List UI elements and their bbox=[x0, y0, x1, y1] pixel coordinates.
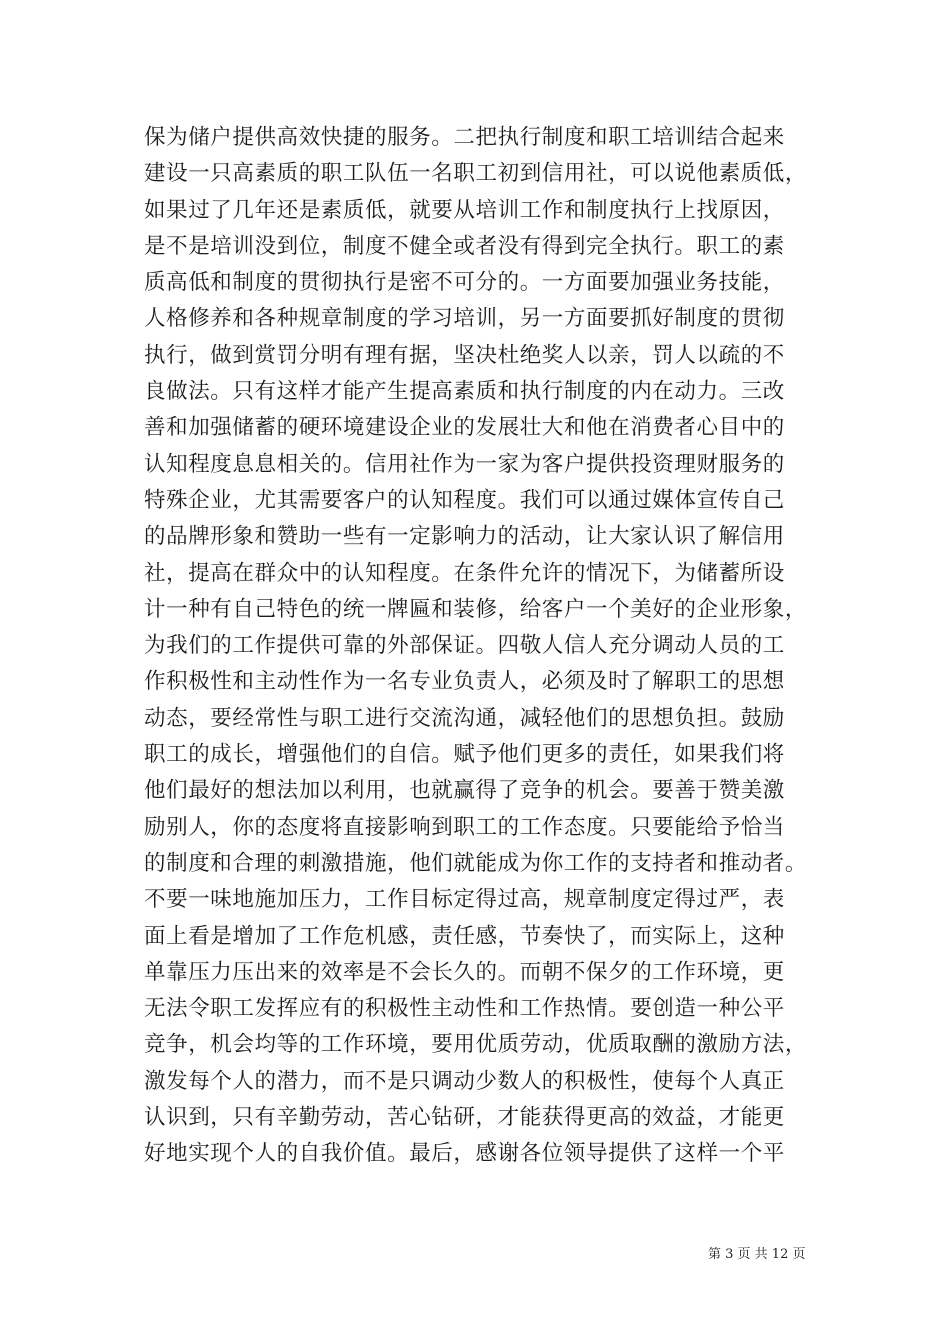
text-line: 无法令职工发挥应有的积极性主动性和工作热情。要创造一种公平 bbox=[144, 996, 785, 1022]
text-line: 人格修养和各种规章制度的学习培训，另一方面要抓好制度的贯彻 bbox=[144, 306, 785, 332]
text-line: 竞争，机会均等的工作环境，要用优质劳动，优质取酬的激励方法， bbox=[144, 1032, 808, 1058]
text-line: 质高低和制度的贯彻执行是密不可分的。一方面要加强业务技能， bbox=[144, 270, 785, 296]
text-line: 建设一只高素质的职工队伍一名职工初到信用社，可以说他素质低， bbox=[144, 161, 808, 187]
text-line: 如果过了几年还是素质低，就要从培训工作和制度执行上找原因， bbox=[144, 197, 785, 223]
text-line: 作积极性和主动性作为一名专业负责人，必须及时了解职工的思想 bbox=[144, 669, 785, 695]
page-footer: 第 3 页 共 12 页 bbox=[708, 1247, 806, 1262]
text-line: 保为储户提供高效快捷的服务。二把执行制度和职工培训结合起来 bbox=[144, 125, 785, 150]
text-line: 为我们的工作提供可靠的外部保证。四敬人信人充分调动人员的工 bbox=[144, 633, 785, 659]
text-line: 认知程度息息相关的。信用社作为一家为客户提供投资理财服务的 bbox=[144, 451, 785, 477]
text-line: 单靠压力压出来的效率是不会长久的。而朝不保夕的工作环境，更 bbox=[144, 959, 785, 985]
text-line: 认识到，只有辛勤劳动，苦心钻研，才能获得更高的效益，才能更 bbox=[144, 1105, 785, 1131]
text-line: 激发每个人的潜力，而不是只调动少数人的积极性，使每个人真正 bbox=[144, 1068, 785, 1094]
text-line: 计一种有自己特色的统一牌匾和装修，给客户一个美好的企业形象， bbox=[144, 596, 808, 622]
text-line: 是不是培训没到位，制度不健全或者没有得到完全执行。职工的素 bbox=[144, 233, 785, 259]
text-line: 他们最好的想法加以利用，也就赢得了竞争的机会。要善于赞美激 bbox=[144, 778, 785, 804]
text-line: 的品牌形象和赞助一些有一定影响力的活动，让大家认识了解信用 bbox=[144, 524, 785, 550]
text-line: 执行，做到赏罚分明有理有据，坚决杜绝奖人以亲，罚人以疏的不 bbox=[144, 342, 785, 368]
text-line: 的制度和合理的刺激措施，他们就能成为你工作的支持者和推动者。 bbox=[144, 850, 808, 876]
text-line: 职工的成长，增强他们的自信。赋予他们更多的责任，如果我们将 bbox=[144, 742, 785, 768]
body-text bbox=[144, 120, 834, 1173]
text-line: 良做法。只有这样才能产生提高素质和执行制度的内在动力。三改 bbox=[144, 379, 785, 405]
text-line: 面上看是增加了工作危机感，责任感，节奏快了，而实际上，这种 bbox=[144, 923, 785, 949]
text-line: 特殊企业，尤其需要客户的认知程度。我们可以通过媒体宣传自己 bbox=[144, 487, 785, 513]
text-line: 社，提高在群众中的认知程度。在条件允许的情况下，为储蓄所设 bbox=[144, 560, 785, 586]
text-line: 善和加强储蓄的硬环境建设企业的发展壮大和他在消费者心目中的 bbox=[144, 415, 785, 441]
text-line: 不要一味地施加压力，工作目标定得过高，规章制度定得过严，表 bbox=[144, 887, 785, 913]
text-line: 动态，要经常性与职工进行交流沟通，减轻他们的思想负担。鼓励 bbox=[144, 705, 785, 731]
text-line: 好地实现个人的自我价值。最后，感谢各位领导提供了这样一个平 bbox=[144, 1141, 785, 1167]
text-line: 励别人，你的态度将直接影响到职工的工作态度。只要能给予恰当 bbox=[144, 814, 785, 840]
